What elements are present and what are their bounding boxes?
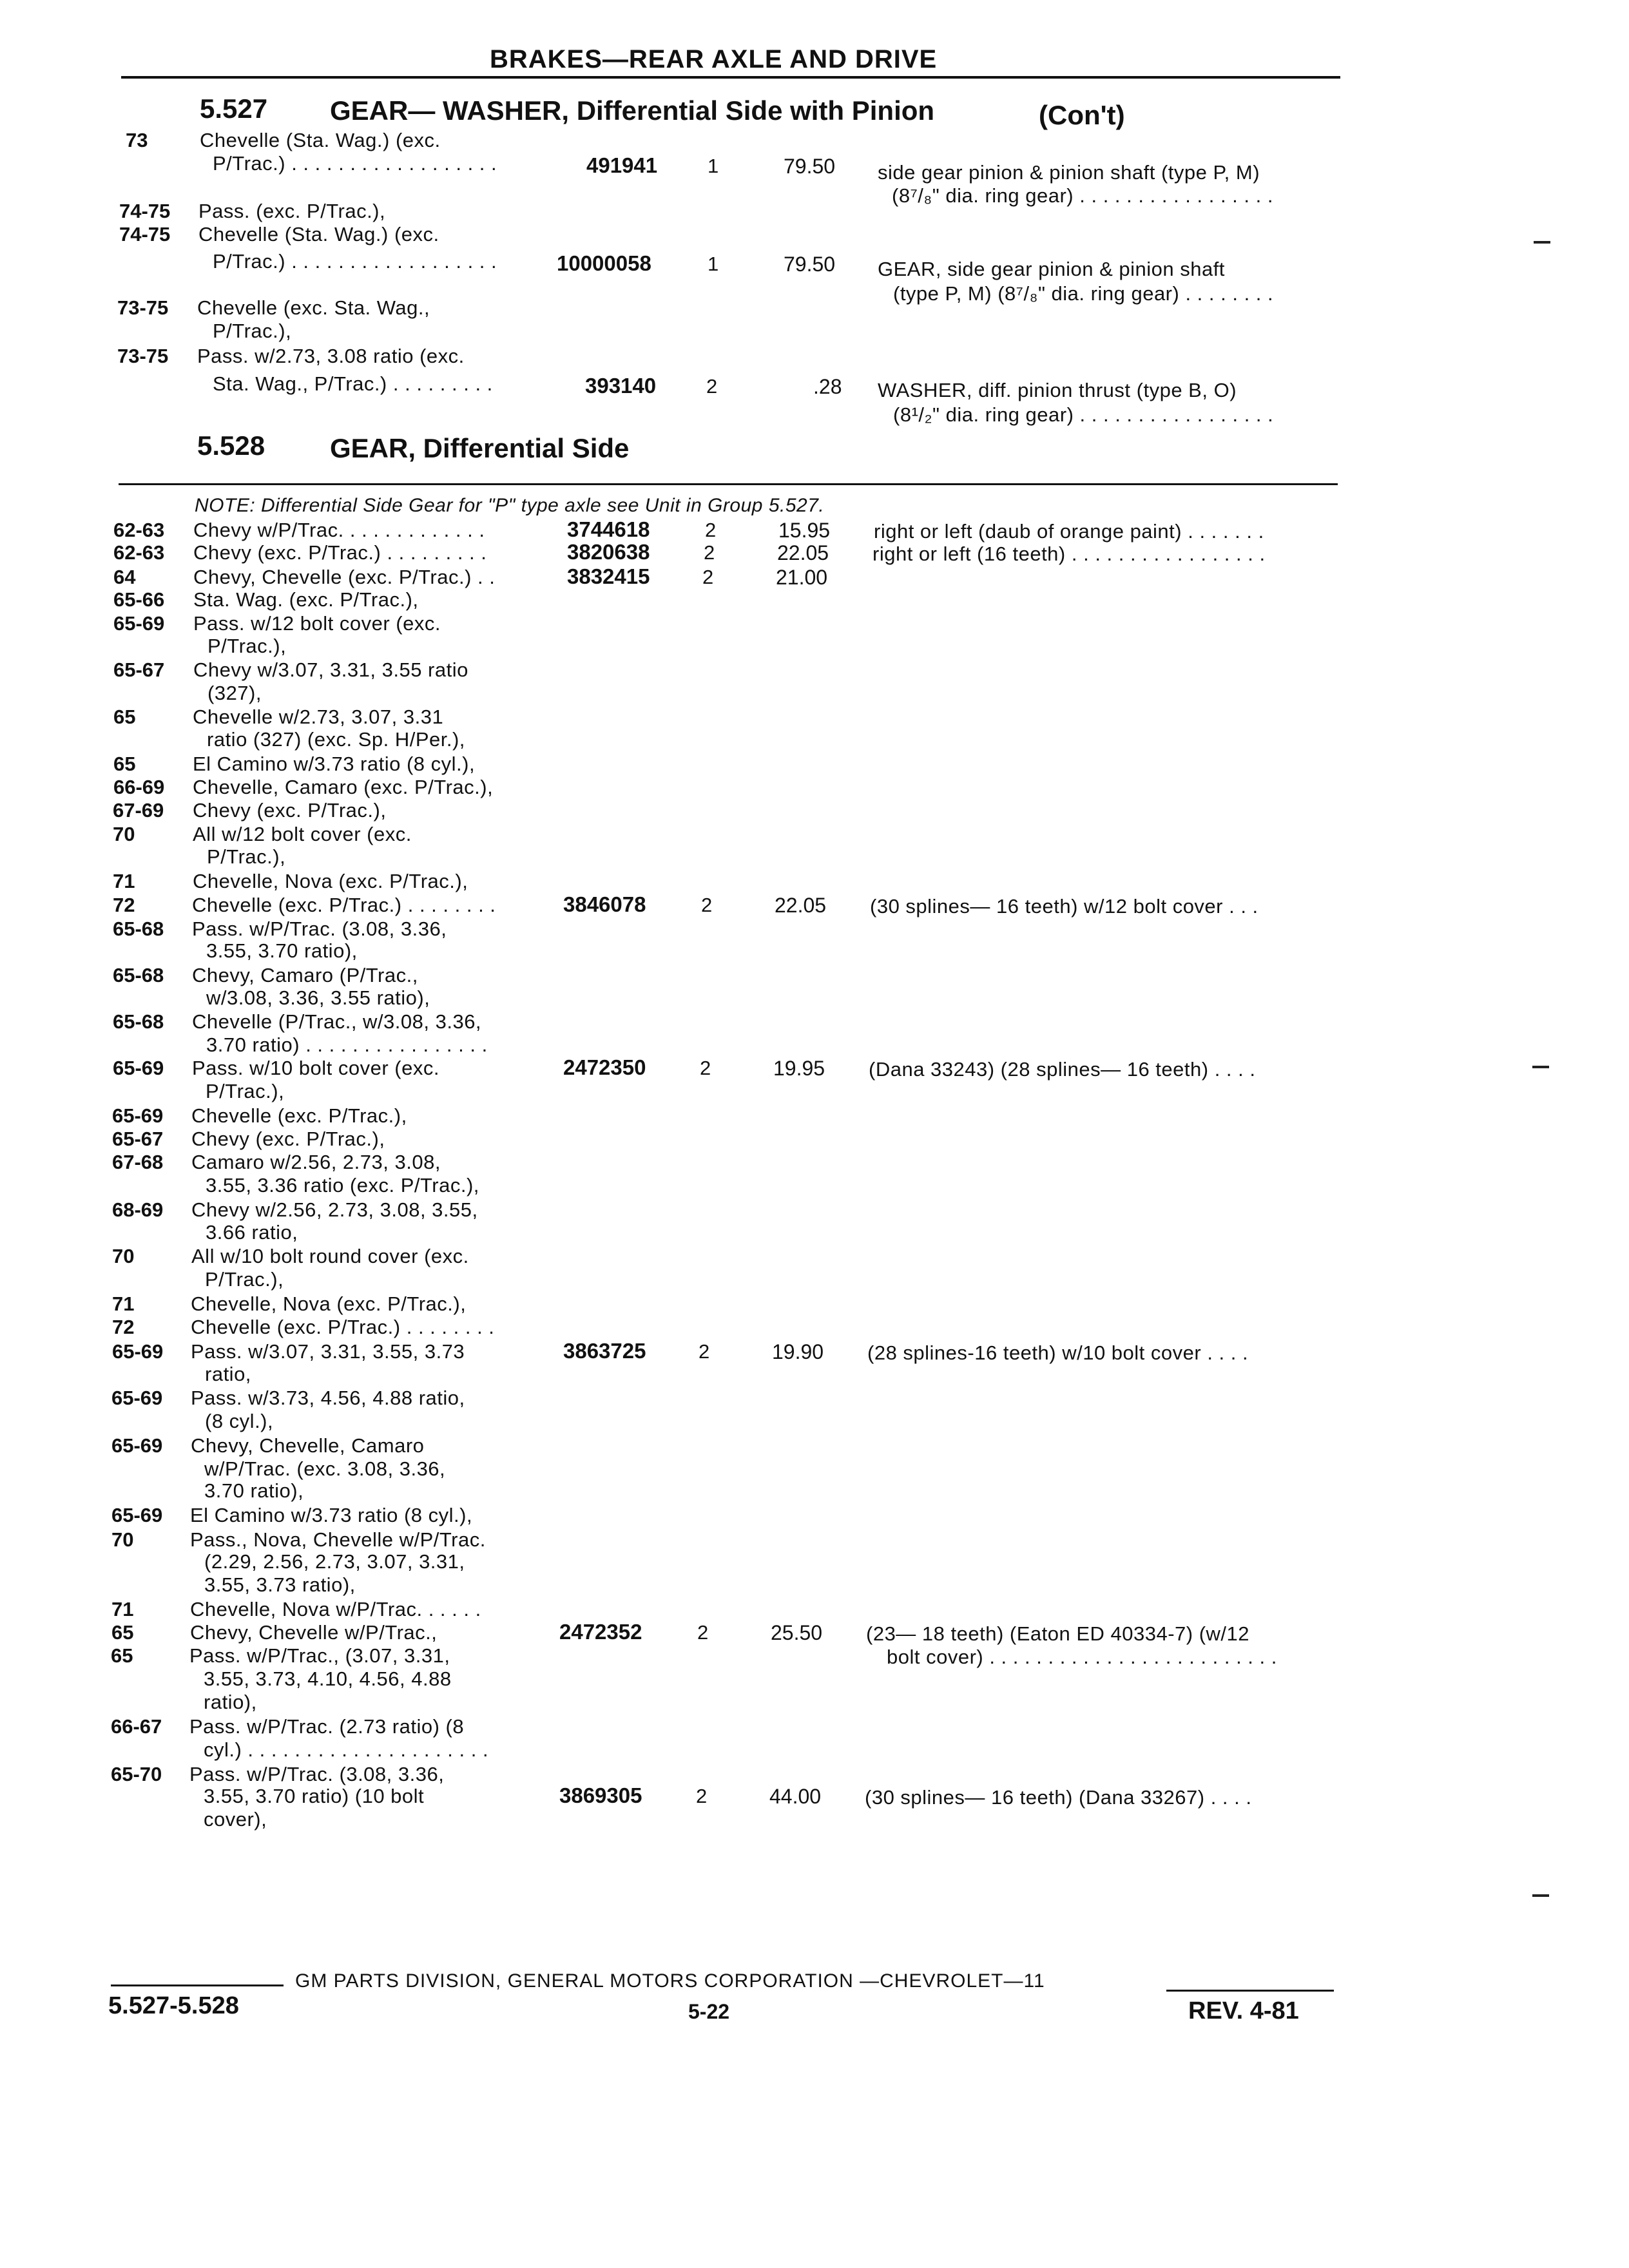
year-label: 71 [112,1293,135,1315]
application-text: P/Trac.), [206,1080,285,1102]
year-label: 65-69 [111,1387,163,1409]
footer-rule-right [1166,1990,1334,1992]
application-text: Pass. w/2.73, 3.08 ratio (exc. [197,345,465,367]
section-number-527: 5.527 [200,93,268,124]
application-text: (327), [207,682,262,704]
price: 22.05 [775,894,827,917]
quantity: 2 [697,1621,709,1644]
application-text: ratio (327) (exc. Sp. H/Per.), [207,728,465,751]
application-text: Sta. Wag. (exc. P/Trac.), [193,588,419,611]
remarks-text: (type P, M) (8⁷/₈" dia. ring gear) . . . . . . . . [893,282,1274,305]
part-number: 3863725 [563,1339,646,1363]
year-label: 66-69 [113,776,165,798]
price: 15.95 [778,519,831,542]
price: 44.00 [769,1785,822,1808]
price: 79.50 [784,253,836,276]
year-label: 64 [113,566,136,588]
application-text: 3.55, 3.73, 4.10, 4.56, 4.88 [204,1667,452,1690]
application-text: Chevelle (exc. P/Trac.), [191,1104,407,1127]
application-text: Camaro w/2.56, 2.73, 3.08, [191,1151,441,1173]
part-number: 3869305 [559,1783,642,1807]
price: 21.00 [776,566,828,589]
remarks-text: right or left (16 teeth) . . . . . . . . . . . . . . . . . [872,543,1266,565]
remarks-text: (28 splines-16 teeth) w/10 bolt cover . . . . [867,1341,1249,1364]
price: 79.50 [784,155,836,178]
application-text: Chevy, Chevelle (exc. P/Trac.) . . [193,566,496,588]
part-number: 3832415 [567,564,650,588]
application-text: Chevy w/P/Trac. . . . . . . . . . . . . [193,519,485,541]
application-text: Chevy w/2.56, 2.73, 3.08, 3.55, [191,1198,478,1221]
margin-tick [1532,1894,1549,1897]
application-text: Chevelle, Camaro (exc. P/Trac.), [193,776,494,798]
footer-section-range: 5.527-5.528 [108,1992,239,2019]
application-text: Pass. w/3.73, 4.56, 4.88 ratio, [191,1387,465,1409]
revision-label: REV. 4-81 [1188,1997,1299,2024]
year-label: 65-69 [112,1340,164,1363]
year-label: 70 [113,823,135,845]
year-label: 65-67 [112,1128,164,1150]
page-number: 5-22 [688,2000,730,2023]
year-label: 67-69 [113,799,164,822]
margin-tick [1534,241,1550,244]
application-text: Pass. w/P/Trac. (3.08, 3.36, [189,1763,445,1785]
year-label: 71 [113,870,135,892]
application-text: Sta. Wag., P/Trac.) . . . . . . . . . [213,372,493,395]
year-label: 65-69 [111,1504,163,1526]
application-text: El Camino w/3.73 ratio (8 cyl.), [193,753,476,775]
remarks-text: (Dana 33243) (28 splines— 16 teeth) . . . . [869,1058,1256,1081]
application-text: (2.29, 2.56, 2.73, 3.07, 3.31, [204,1550,465,1573]
application-text: Pass. w/10 bolt cover (exc. [192,1057,439,1079]
application-text: Chevelle, Nova (exc. P/Trac.), [191,1293,467,1315]
quantity: 1 [708,253,719,275]
year-label: 72 [113,894,135,916]
application-text: All w/12 bolt cover (exc. [193,823,412,845]
year-label: 65 [111,1644,133,1667]
year-label: 66-67 [111,1715,162,1738]
year-label: 65 [111,1621,134,1644]
year-label: 74-75 [119,223,171,245]
application-text: Chevy, Chevelle, Camaro [191,1434,425,1457]
quantity: 2 [705,519,717,541]
application-text: Chevy, Chevelle w/P/Trac., [190,1621,438,1644]
remarks-text: (8¹/₂" dia. ring gear) . . . . . . . . . . . . . . . . . [893,403,1274,426]
header-rule [121,76,1340,79]
application-text: Pass. w/12 bolt cover (exc. [193,612,441,635]
margin-tick [1532,1066,1549,1068]
application-text: P/Trac.) . . . . . . . . . . . . . . . . . . [213,152,497,175]
application-text: Chevelle (exc. Sta. Wag., [197,296,430,319]
year-label: 65-69 [112,1104,164,1127]
application-text: Chevy (exc. P/Trac.), [191,1128,385,1150]
price: 19.95 [773,1057,825,1080]
year-label: 65-67 [113,658,165,681]
application-text: Chevy (exc. P/Trac.), [193,799,387,822]
application-text: ratio, [205,1363,251,1385]
application-text: P/Trac.), [207,845,286,868]
application-text: P/Trac.), [213,320,292,342]
year-label: 73-75 [117,345,169,367]
part-number: 2472350 [563,1055,646,1079]
quantity: 2 [699,1340,710,1363]
quantity: 2 [696,1785,708,1807]
year-label: 73-75 [117,296,169,319]
section-number-528: 5.528 [197,430,265,461]
remarks-text: right or left (daub of orange paint) . . . . . . . [874,520,1264,543]
application-text: Pass. w/P/Trac., (3.07, 3.31, [189,1644,450,1667]
application-text: El Camino w/3.73 ratio (8 cyl.), [190,1504,473,1526]
part-number: 10000058 [557,251,651,275]
footer-publisher: GM PARTS DIVISION, GENERAL MOTORS CORPORATION —CHEVROLET—11 [295,1970,1045,1992]
application-text: cover), [204,1808,267,1831]
remarks-text: GEAR, side gear pinion & pinion shaft [878,258,1225,280]
part-number: 2472352 [559,1620,642,1644]
application-text: Chevy, Camaro (P/Trac., [192,964,418,986]
remarks-text: side gear pinion & pinion shaft (type P, M) [878,161,1260,184]
application-text: 3.55, 3.70 ratio) (10 bolt [204,1785,425,1807]
application-text: Chevelle (P/Trac., w/3.08, 3.36, [192,1010,482,1033]
year-label: 65-68 [113,964,164,986]
application-text: cyl.) . . . . . . . . . . . . . . . . . . . . . [204,1738,489,1761]
page-title: BRAKES—REAR AXLE AND DRIVE [490,45,938,73]
year-label: 65-69 [111,1434,163,1457]
application-text: P/Trac.), [205,1268,284,1291]
year-label: 62-63 [113,519,165,541]
application-text: P/Trac.) . . . . . . . . . . . . . . . . . . [213,250,497,273]
application-text: Chevelle (exc. P/Trac.) . . . . . . . . [192,894,496,916]
application-text: Pass., Nova, Chevelle w/P/Trac. [190,1528,486,1551]
remarks-text: (8⁷/₈" dia. ring gear) . . . . . . . . . . . . . . . . . [892,184,1273,207]
application-text: Chevelle w/2.73, 3.07, 3.31 [193,706,444,728]
part-number: 3846078 [563,892,646,916]
year-label: 65 [113,753,136,775]
section-rule [119,483,1338,485]
year-label: 65-68 [113,918,164,940]
application-text: Pass. w/P/Trac. (3.08, 3.36, [192,918,447,940]
part-number: 3820638 [567,540,650,564]
price: 25.50 [771,1621,823,1644]
application-text: 3.55, 3.70 ratio), [206,939,358,962]
year-label: 72 [112,1316,135,1338]
year-label: 74-75 [119,200,171,222]
part-number: 393140 [585,374,657,398]
application-text: All w/10 bolt round cover (exc. [191,1245,469,1267]
note-text: NOTE: Differential Side Gear for "P" type axle see Unit in Group 5.527. [195,495,825,516]
application-text: Chevelle (exc. P/Trac.) . . . . . . . . [191,1316,495,1338]
remarks-text: WASHER, diff. pinion thrust (type B, O) [878,379,1237,401]
quantity: 2 [706,375,718,398]
price: 19.90 [772,1340,824,1363]
quantity: 2 [700,1057,711,1079]
application-text: Chevelle, Nova (exc. P/Trac.), [193,870,468,892]
year-label: 65 [113,706,136,728]
year-label: 70 [111,1528,134,1551]
remarks-text: (23— 18 teeth) (Eaton ED 40334-7) (w/12 [866,1622,1250,1645]
application-text: Chevelle, Nova w/P/Trac. . . . . . [190,1598,481,1620]
quantity: 2 [701,894,713,916]
year-label: 73 [126,129,148,151]
application-text: w/P/Trac. (exc. 3.08, 3.36, [204,1457,446,1480]
price: 22.05 [777,541,829,564]
remarks-text: (30 splines— 16 teeth) w/12 bolt cover . . . [870,895,1258,918]
application-text: Pass. w/3.07, 3.31, 3.55, 3.73 [191,1340,465,1363]
year-label: 65-66 [113,588,165,611]
year-label: 65-69 [113,612,165,635]
application-text: 3.70 ratio) . . . . . . . . . . . . . . . . [206,1033,488,1056]
quantity: 2 [702,566,714,588]
price: .28 [813,375,842,398]
quantity: 2 [704,541,715,564]
section-title-527: GEAR— WASHER, Differential Side with Pinion [330,95,935,126]
application-text: (8 cyl.), [205,1410,274,1432]
application-text: Chevelle (Sta. Wag.) (exc. [200,129,441,151]
application-text: 3.66 ratio, [206,1221,298,1244]
year-label: 62-63 [113,541,165,564]
application-text: 3.55, 3.36 ratio (exc. P/Trac.), [206,1174,479,1196]
year-label: 68-69 [112,1198,164,1221]
year-label: 65-69 [113,1057,164,1079]
year-label: 67-68 [112,1151,164,1173]
application-text: ratio), [204,1691,257,1713]
year-label: 65-70 [111,1763,162,1785]
footer-rule-left [111,1984,284,1986]
application-text: Pass. (exc. P/Trac.), [198,200,386,222]
remarks-text: bolt cover) . . . . . . . . . . . . . . . . . . . . . . . . . [887,1646,1277,1668]
application-text: Chevy (exc. P/Trac.) . . . . . . . . . [193,541,487,564]
application-text: Pass. w/P/Trac. (2.73 ratio) (8 [189,1715,465,1738]
year-label: 71 [111,1598,134,1620]
quantity: 1 [708,155,719,177]
part-number: 3744618 [567,517,650,541]
application-text: 3.70 ratio), [204,1479,304,1502]
application-text: Chevy w/3.07, 3.31, 3.55 ratio [193,658,468,681]
part-number: 491941 [586,153,658,177]
application-text: P/Trac.), [207,635,287,657]
remarks-text: (30 splines— 16 teeth) (Dana 33267) . . . . [865,1786,1252,1809]
application-text: 3.55, 3.73 ratio), [204,1573,356,1596]
year-label: 65-68 [113,1010,164,1033]
section-continued-label: (Con't) [1039,100,1125,130]
application-text: Chevelle (Sta. Wag.) (exc. [198,223,439,245]
application-text: w/3.08, 3.36, 3.55 ratio), [206,986,430,1009]
year-label: 70 [112,1245,135,1267]
section-title-528: GEAR, Differential Side [330,433,630,463]
